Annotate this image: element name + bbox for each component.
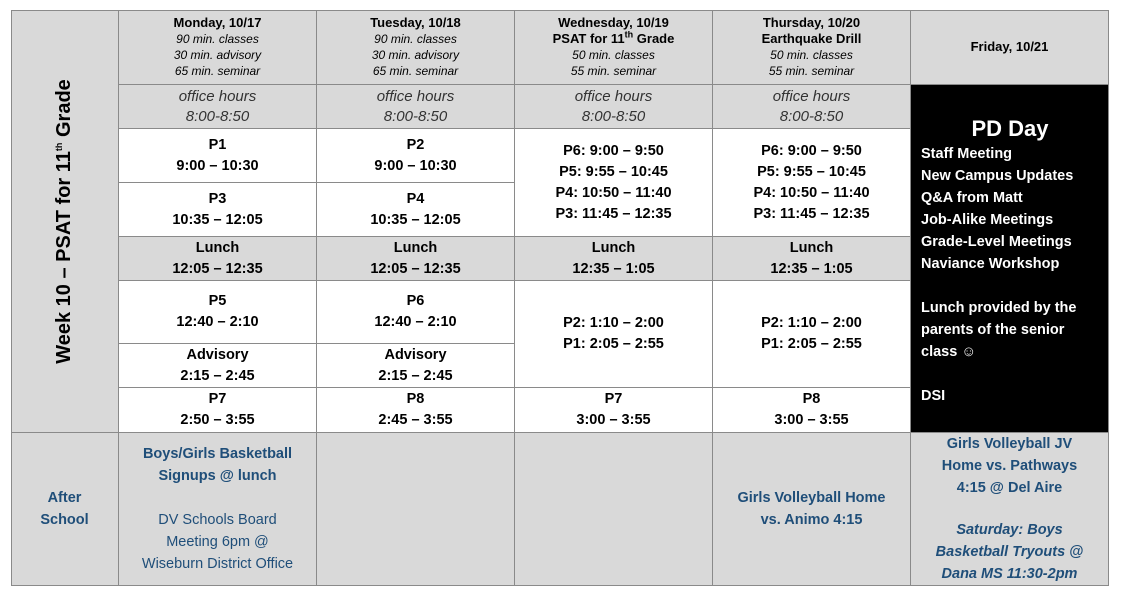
cell-text: Wednesday, 10/19 [558, 15, 669, 30]
cell-text: P2 [406, 136, 425, 153]
cell-text: P3 [208, 190, 227, 207]
cell-text: P1 [208, 136, 227, 153]
thursday-morning-block [713, 129, 911, 237]
header-monday [119, 10, 317, 85]
cell-text: P4 [406, 190, 425, 207]
pd-lunch-note: class ☺ [921, 344, 977, 360]
cell-text: 8:00-8:50 [581, 107, 646, 125]
pd-dsi: DSI [921, 388, 946, 404]
after-school-thursday [713, 433, 911, 586]
cell-text: office hours [376, 87, 455, 105]
cell-text: 9:00 – 10:30 [374, 157, 457, 174]
cell-text: 8:00-8:50 [779, 107, 844, 125]
cell-text: 12:35 – 1:05 [770, 260, 853, 277]
cell-text: Tuesday, 10/18 [370, 15, 461, 30]
cell-text: 8:00-8:50 [185, 107, 250, 125]
cell-text: 55 min. seminar [570, 64, 657, 78]
cell-text: PSAT for 11 [552, 31, 625, 46]
cell-text: P7 [208, 391, 227, 407]
cell-text: office hours [178, 87, 257, 105]
cell-text: P8 [802, 391, 821, 407]
cell-text: 90 min. classes [374, 32, 457, 46]
cell-text: 3:00 – 3:55 [576, 412, 651, 428]
pd-day-title: PD Day [971, 116, 1049, 141]
cell-text: P6 [406, 293, 425, 309]
cell-text: 2:15 – 2:45 [180, 367, 255, 384]
cell-text: 30 min. advisory [371, 48, 460, 62]
tuesday-p2 [317, 129, 515, 183]
cell-text: Thursday, 10/20 [762, 15, 861, 30]
wednesday-lunch [515, 237, 713, 281]
pd-item: Q&A from Matt [921, 190, 1023, 206]
psat-note: PSAT for 11th Grade [552, 29, 675, 46]
tuesday-p6 [317, 281, 515, 344]
cell-text: After [47, 490, 82, 506]
cell-text: 9:00 – 10:30 [176, 157, 259, 174]
cell-text: 8:00-8:50 [383, 107, 448, 125]
cell-text: Lunch [789, 239, 834, 256]
cell-text: Advisory [384, 346, 447, 363]
cell-text: Advisory [186, 346, 249, 363]
cell-text: 12:40 – 2:10 [176, 314, 259, 330]
thursday-afternoon-block [713, 281, 911, 388]
office-hours-wednesday [515, 85, 713, 129]
cell-text: Earthquake Drill [761, 31, 862, 46]
cell-text: Saturday: Boys [956, 522, 1063, 538]
pd-item: New Campus Updates [921, 168, 1074, 184]
cell-text: P4: 10:50 – 11:40 [555, 184, 672, 201]
friday-pd-day-block [911, 85, 1109, 433]
cell-text: 2:50 – 3:55 [180, 412, 255, 428]
header-friday [911, 10, 1109, 85]
cell-text: 65 min. seminar [174, 64, 261, 78]
cell-text: Girls Volleyball Home [737, 490, 886, 506]
after-school-label [11, 433, 119, 586]
pd-item: Grade-Level Meetings [921, 234, 1072, 250]
pd-item: Staff Meeting [921, 146, 1013, 162]
cell-text: vs. Animo 4:15 [760, 512, 863, 528]
after-school-wednesday [515, 433, 713, 586]
cell-text: 65 min. seminar [372, 64, 459, 78]
week-label-cell [11, 10, 119, 433]
cell-text: Lunch [393, 239, 438, 256]
tuesday-p8 [317, 388, 515, 433]
office-hours-monday [119, 85, 317, 129]
cell-text: 50 min. classes [770, 48, 853, 62]
cell-text: Girls Volleyball JV [946, 436, 1073, 452]
cell-text: 55 min. seminar [768, 64, 855, 78]
pd-lunch-note: parents of the senior [921, 322, 1065, 338]
cell-text: 2:15 – 2:45 [378, 367, 453, 384]
monday-p7 [119, 388, 317, 433]
cell-text: Dana MS 11:30-2pm [941, 566, 1078, 582]
cell-text: 12:40 – 2:10 [374, 314, 457, 330]
cell-text: 10:35 – 12:05 [172, 211, 263, 228]
cell-text: Boys/Girls Basketball [142, 446, 293, 462]
cell-text: P3: 11:45 – 12:35 [555, 205, 672, 222]
monday-advisory [119, 344, 317, 388]
cell-text: P2: 1:10 – 2:00 [563, 315, 664, 331]
after-school-friday [911, 433, 1109, 586]
cell-text: Meeting 6pm @ [166, 534, 269, 550]
cell-text: P5 [208, 293, 227, 309]
cell-text: 90 min. classes [176, 32, 259, 46]
cell-text: P6: 9:00 – 9:50 [761, 142, 862, 159]
wednesday-afternoon-block [515, 281, 713, 388]
wednesday-p7 [515, 388, 713, 433]
cell-text: Monday, 10/17 [173, 15, 262, 30]
pd-item: Naviance Workshop [921, 256, 1060, 272]
thursday-lunch [713, 237, 911, 281]
cell-text: DV Schools Board [158, 512, 277, 528]
monday-p5 [119, 281, 317, 344]
tuesday-p4 [317, 183, 515, 237]
cell-text: 4:15 @ Del Aire [956, 480, 1063, 496]
cell-text: P6: 9:00 – 9:50 [563, 142, 664, 159]
cell-text: Signups @ lunch [158, 468, 277, 484]
cell-text: office hours [574, 87, 653, 105]
tuesday-advisory [317, 344, 515, 388]
header-thursday [713, 10, 911, 85]
after-school-monday [119, 433, 317, 586]
cell-text: 12:05 – 12:35 [370, 260, 461, 277]
thursday-p8 [713, 388, 911, 433]
office-hours-thursday [713, 85, 911, 129]
cell-text: P5: 9:55 – 10:45 [559, 163, 668, 180]
wednesday-morning-block [515, 129, 713, 237]
cell-text: P2: 1:10 – 2:00 [761, 315, 862, 331]
cell-text: 12:05 – 12:35 [172, 260, 263, 277]
office-hours-tuesday [317, 85, 515, 129]
week-label: Week 10 – PSAT for 11th Grade [53, 78, 75, 364]
cell-text: P1: 2:05 – 2:55 [761, 336, 862, 352]
cell-text: P5: 9:55 – 10:45 [757, 163, 866, 180]
monday-p1 [119, 129, 317, 183]
after-school-tuesday [317, 433, 515, 586]
cell-text: Lunch [591, 239, 636, 256]
header-tuesday [317, 10, 515, 85]
cell-text: Friday, 10/21 [970, 39, 1049, 54]
tuesday-lunch [317, 237, 515, 281]
cell-text: Wiseburn District Office [141, 556, 294, 572]
cell-text: School [40, 512, 89, 528]
cell-text: 30 min. advisory [173, 48, 262, 62]
cell-text: Lunch [195, 239, 240, 256]
cell-text: 2:45 – 3:55 [378, 412, 453, 428]
monday-p3 [119, 183, 317, 237]
cell-text: Grade [636, 31, 675, 46]
cell-text: 12:35 – 1:05 [572, 260, 655, 277]
cell-text: P4: 10:50 – 11:40 [753, 184, 870, 201]
cell-text: 10:35 – 12:05 [370, 211, 461, 228]
header-wednesday [515, 10, 713, 85]
cell-text: P3: 11:45 – 12:35 [753, 205, 870, 222]
cell-text: Home vs. Pathways [941, 458, 1078, 474]
cell-text: P7 [604, 391, 623, 407]
cell-text: Basketball Tryouts @ [935, 544, 1084, 560]
pd-item: Job-Alike Meetings [921, 212, 1054, 228]
cell-text: P1: 2:05 – 2:55 [563, 336, 664, 352]
cell-text: office hours [772, 87, 851, 105]
pd-lunch-note: Lunch provided by the [921, 300, 1077, 316]
monday-lunch [119, 237, 317, 281]
cell-text: P8 [406, 391, 425, 407]
cell-text: 3:00 – 3:55 [774, 412, 849, 428]
cell-text: 50 min. classes [572, 48, 655, 62]
